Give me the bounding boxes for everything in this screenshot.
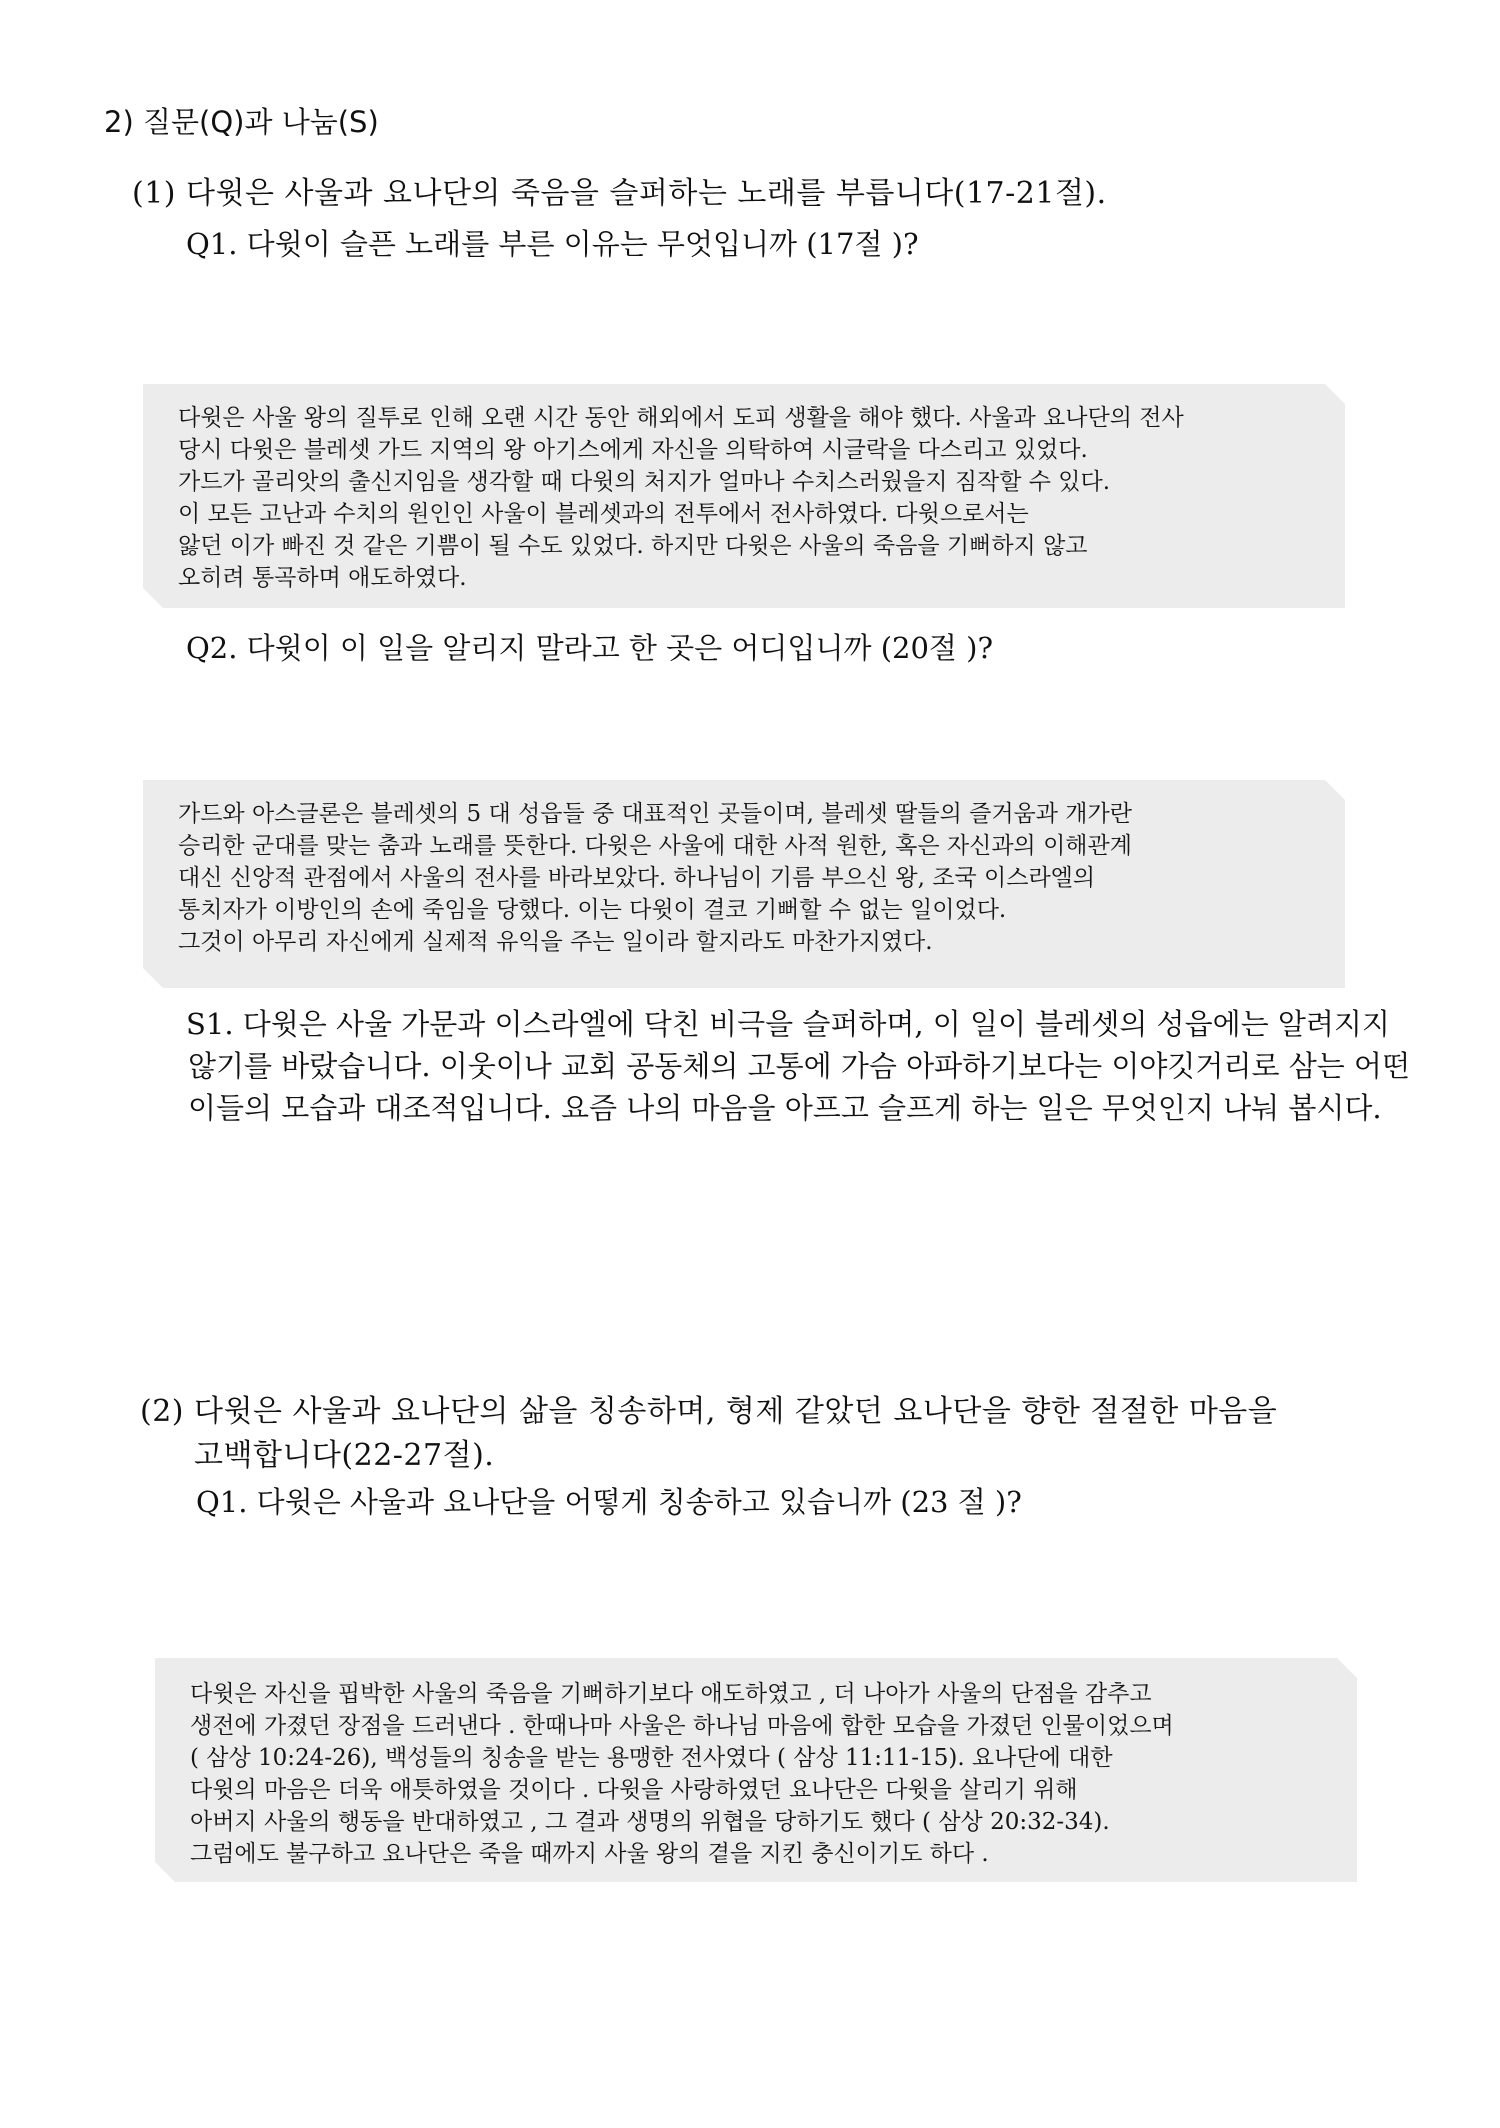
share-line: 이들의 모습과 대조적입니다. 요즘 나의 마음을 아프고 슬프게 하는 일은 무엇인지 나눠 봅시다. — [188, 1091, 1382, 1125]
answer-line: ( 삼상 10:24-26), 백성들의 칭송을 받는 용맹한 전사였다 ( 삼상 11:11-15). 요나단에 대한 — [190, 1745, 1113, 1771]
answer-line: 앓던 이가 빠진 것 같은 기쁨이 될 수도 있었다. 하지만 다윗은 사울의 죽음을 기뻐하지 않고 — [178, 533, 1088, 559]
answer-line: 통치자가 이방인의 손에 죽임을 당했다. 이는 다윗이 결코 기뻐할 수 없는 일이었다. — [178, 897, 1007, 923]
part2-q1-question: Q1. 다윗은 사울과 요나단을 어떻게 칭송하고 있습니까 (23 절 )? — [196, 1485, 1022, 1519]
part2-q1-answer — [190, 1678, 1174, 1870]
part2-subheading — [140, 1390, 1277, 1478]
answer-line: 승리한 군대를 맞는 춤과 노래를 뜻한다. 다윗은 사울에 대한 사적 원한, 혹은 자신과의 이해관계 — [178, 833, 1132, 859]
subheading-line: (2) 다윗은 사울과 요나단의 삶을 칭송하며, 형제 같았던 요나단을 향한 절절한 마음을 — [140, 1394, 1278, 1429]
part1-q2-question: Q2. 다윗이 이 일을 알리지 말라고 한 곳은 어디입니까 (20절 )? — [186, 631, 993, 665]
part1-subheading: (1) 다윗은 사울과 요나단의 죽음을 슬퍼하는 노래를 부릅니다(17-21절). — [132, 176, 1107, 211]
answer-line: 대신 신앙적 관점에서 사울의 전사를 바라보았다. 하나님이 기름 부으신 왕, 조국 이스라엘의 — [178, 865, 1096, 891]
answer-line: 다윗의 마음은 더욱 애틋하였을 것이다 . 다윗을 사랑하였던 요나단은 다윗을 살리기 위해 — [190, 1777, 1078, 1803]
answer-line: 오히려 통곡하며 애도하였다. — [178, 565, 467, 591]
part1-q1-answer — [178, 402, 1184, 594]
answer-line: 그럼에도 불구하고 요나단은 죽을 때까지 사울 왕의 곁을 지킨 충신이기도 하다 . — [190, 1841, 989, 1867]
answer-line: 다윗은 사울 왕의 질투로 인해 오랜 시간 동안 해외에서 도피 생활을 해야 했다. 사울과 요나단의 전사 — [178, 405, 1184, 431]
answer-line: 가드가 골리앗의 출신지임을 생각할 때 다윗의 처지가 얼마나 수치스러웠을지 짐작할 수 있다. — [178, 469, 1111, 495]
part1-q1-question: Q1. 다윗이 슬픈 노래를 부른 이유는 무엇입니까 (17절 )? — [186, 227, 919, 261]
section-heading: 2) 질문(Q)과 나눔(S) — [104, 105, 379, 139]
answer-line: 가드와 아스글론은 블레셋의 5 대 성읍들 중 대표적인 곳들이며, 블레셋 딸들의 즐거움과 개가란 — [178, 801, 1132, 827]
answer-line: 생전에 가졌던 장점을 드러낸다 . 한때나마 사울은 하나님 마음에 합한 모습을 가졌던 인물이었으며 — [190, 1713, 1174, 1739]
answer-line: 그것이 아무리 자신에게 실제적 유익을 주는 일이라 할지라도 마찬가지였다. — [178, 929, 933, 955]
answer-line: 당시 다윗은 블레셋 가드 지역의 왕 아기스에게 자신을 의탁하여 시글락을 다스리고 있었다. — [178, 437, 1088, 463]
subheading-line: 고백합니다(22-27절). — [194, 1438, 495, 1473]
part1-s1 — [186, 1003, 1410, 1129]
answer-line: 아버지 사울의 행동을 반대하였고 , 그 결과 생명의 위협을 당하기도 했다 ( 삼상 20:32-34). — [190, 1809, 1110, 1835]
share-line: S1. 다윗은 사울 가문과 이스라엘에 닥친 비극을 슬퍼하며, 이 일이 블레셋의 성읍에는 알려지지 — [186, 1007, 1390, 1041]
share-line: 않기를 바랐습니다. 이웃이나 교회 공동체의 고통에 가슴 아파하기보다는 이야깃거리로 삼는 어떤 — [188, 1049, 1410, 1083]
part1-q2-answer — [178, 798, 1132, 958]
answer-line: 다윗은 자신을 핍박한 사울의 죽음을 기뻐하기보다 애도하였고 , 더 나아가 사울의 단점을 감추고 — [190, 1681, 1152, 1707]
answer-line: 이 모든 고난과 수치의 원인인 사울이 블레셋과의 전투에서 전사하였다. 다윗으로서는 — [178, 501, 1029, 527]
